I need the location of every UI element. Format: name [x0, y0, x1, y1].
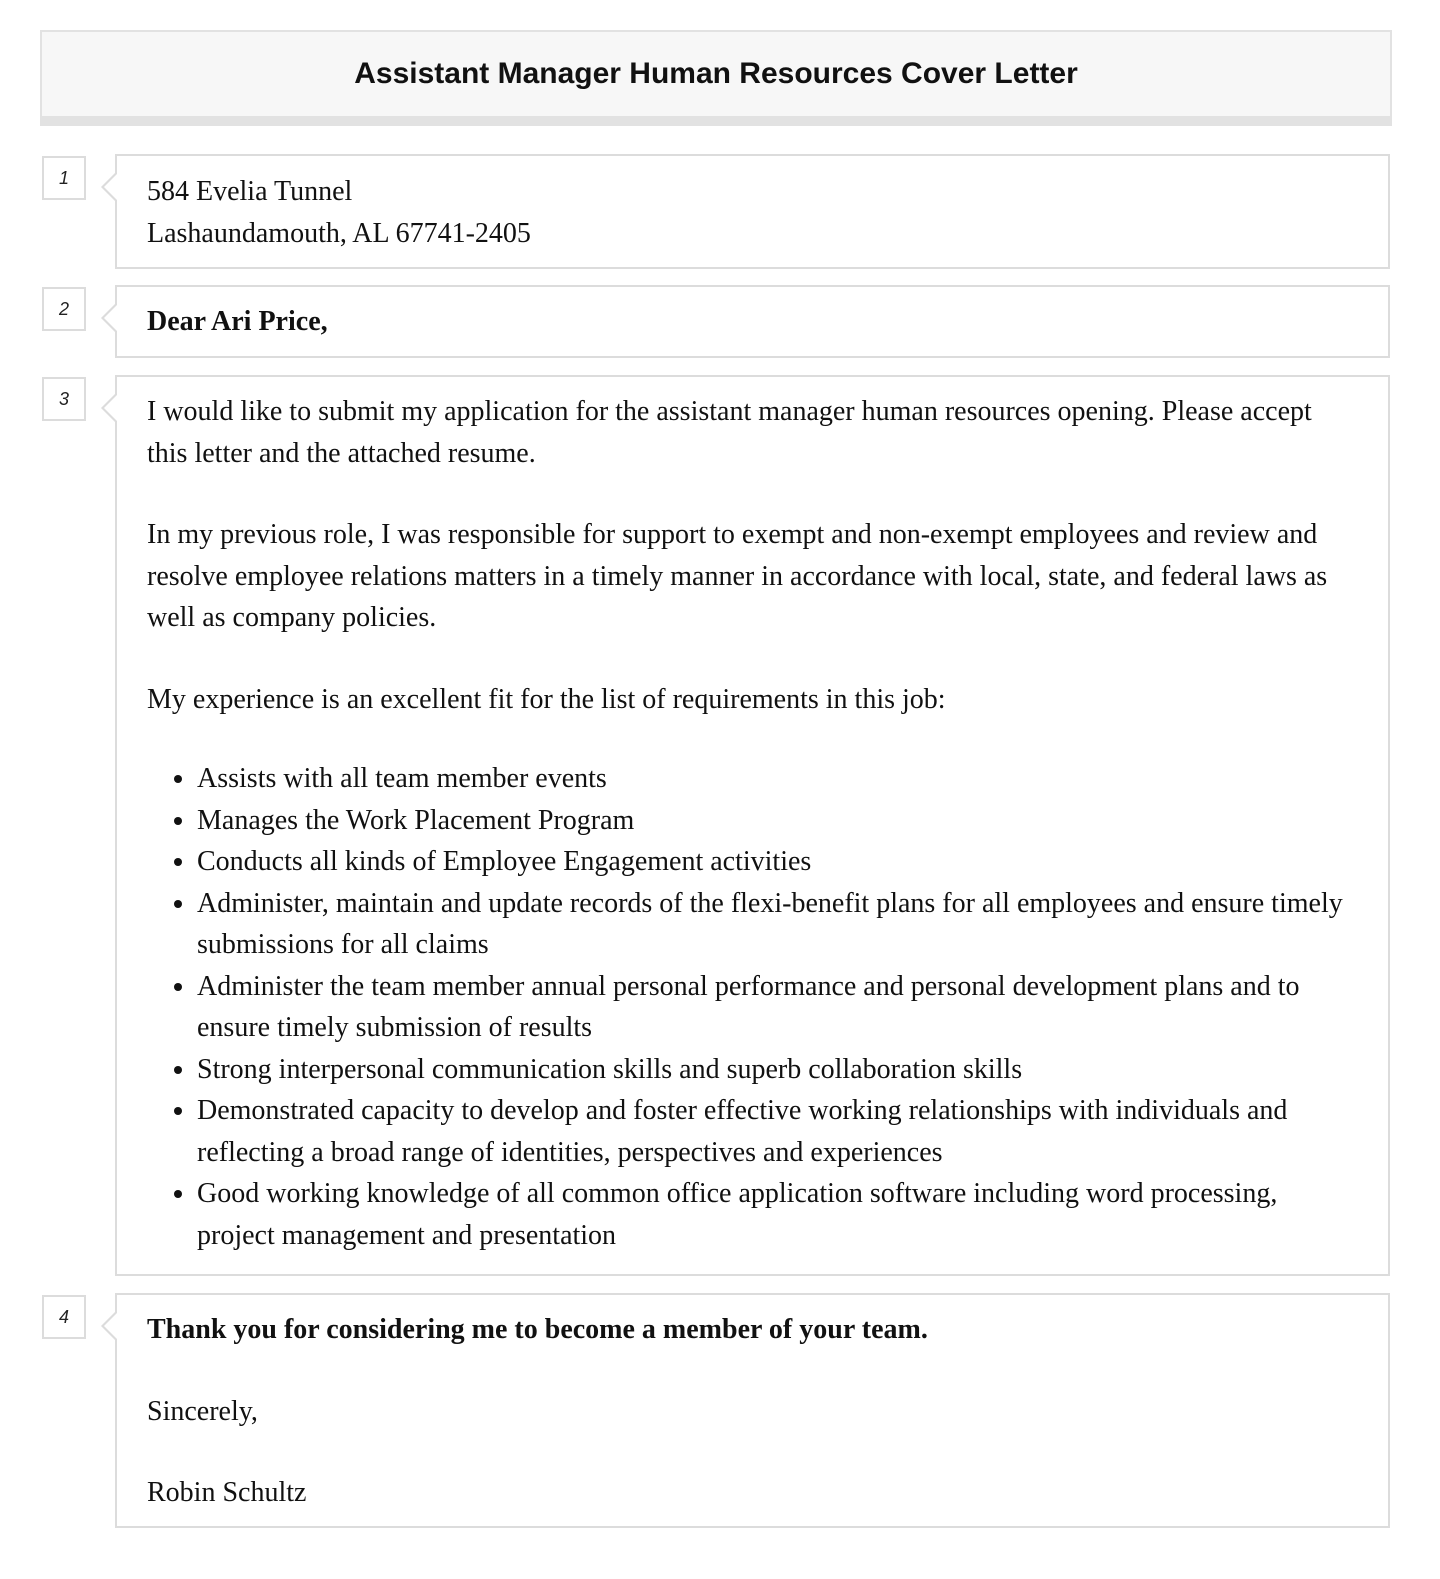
closing-block	[115, 1293, 1390, 1528]
list-item: • Manages the Work Placement Program	[197, 800, 1358, 842]
page-title: Assistant Manager Human Resources Cover Letter	[40, 30, 1392, 126]
requirements-list	[147, 758, 1358, 1256]
section-number-3: 3	[42, 377, 86, 421]
address-line-2: Lashaundamouth, AL 67741-2405	[147, 217, 531, 249]
intro-paragraph: I would like to submit my application for the assistant manager human resources opening. Please accept this letter and the attached resume.	[147, 396, 1312, 469]
list-item: • Good working knowledge of all common office application software including word processing, project management and presentation	[197, 1173, 1358, 1256]
thanks-line: Thank you for considering me to become a member of your team.	[147, 1314, 928, 1345]
closing-line: Sincerely,	[147, 1395, 258, 1427]
fit-statement: My experience is an excellent fit for the list of requirements in this job:	[147, 683, 946, 715]
list-item: • Administer the team member annual personal performance and personal development plans and to ensure timely submission of results	[197, 966, 1358, 1049]
list-item: • Administer, maintain and update records of the flexi-benefit plans for all employees and ensure timely submissions for all claims	[197, 883, 1358, 966]
address-line-1: 584 Evelia Tunnel	[147, 176, 353, 207]
salutation-block	[115, 285, 1390, 358]
salutation: Dear Ari Price,	[147, 306, 328, 337]
list-item: • Conducts all kinds of Employee Engagement activities	[197, 841, 1358, 883]
list-item: • Assists with all team member events	[197, 758, 1358, 800]
list-item: • Demonstrated capacity to develop and foster effective working relationships with individuals and reflecting a broad range of identities, perspectives and experiences	[197, 1090, 1358, 1173]
section-number-4: 4	[42, 1295, 86, 1339]
address-block	[115, 154, 1390, 269]
body-block	[115, 375, 1390, 1276]
list-item: • Strong interpersonal communication skills and superb collaboration skills	[197, 1049, 1358, 1091]
section-number-2: 2	[42, 287, 86, 331]
signature: Robin Schultz	[147, 1477, 307, 1508]
previous-role-paragraph: In my previous role, I was responsible for support to exempt and non-exempt employees and review and resolve employee relations matters in a timely manner in accordance with local, state, and federal laws as well as company policies.	[147, 519, 1328, 633]
section-number-1: 1	[42, 156, 86, 200]
